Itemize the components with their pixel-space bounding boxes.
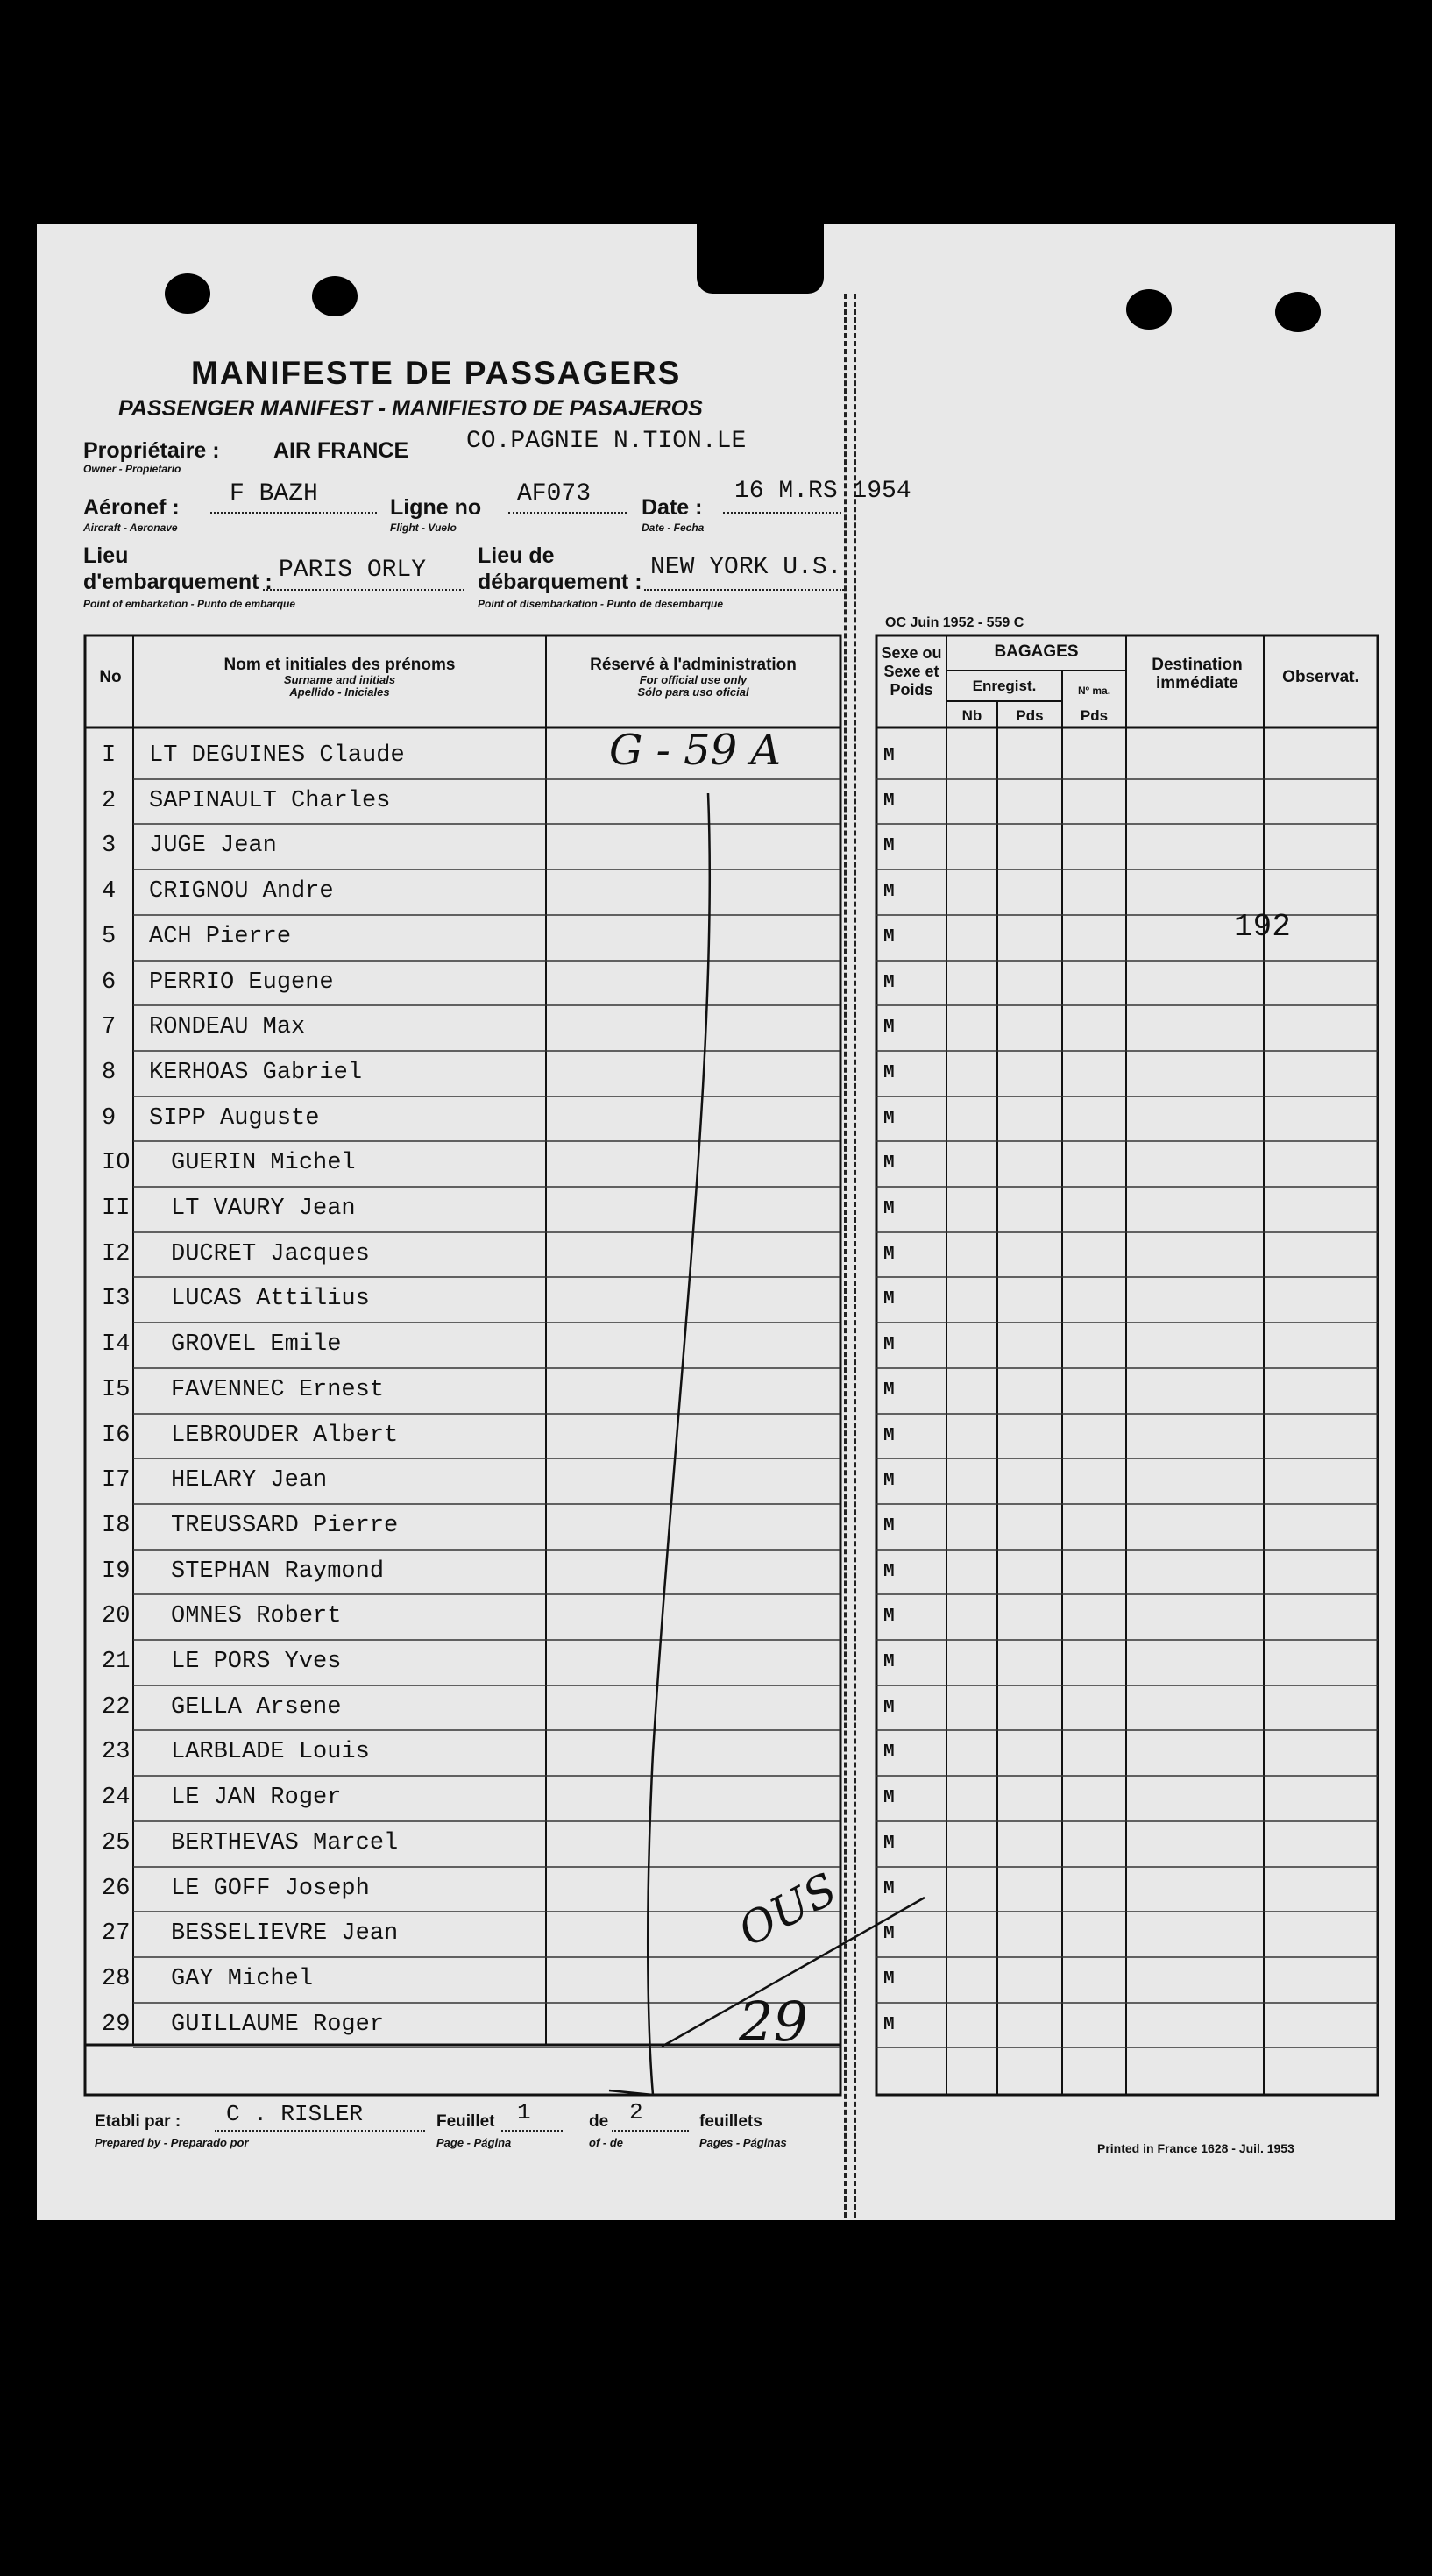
col-admin-label: Réservé à l'administration [590,656,797,674]
passenger-sex: M [883,1380,895,1401]
passenger-number: 25 [102,1829,131,1856]
passenger-number: I6 [102,1422,131,1449]
passenger-sex: M [883,1335,895,1356]
sheets-sub-wrap [699,2132,787,2152]
passenger-name: BESSELIEVRE Jean [171,1920,399,1948]
passenger-number: 3 [102,833,117,860]
passenger-number: 2 [102,787,117,814]
passenger-sex: M [883,1607,895,1628]
passenger-number: I4 [102,1331,131,1359]
passenger-sex: M [883,1425,895,1446]
passenger-sex: M [883,1515,895,1536]
passenger-sex: M [883,1289,895,1310]
total-note-bottom: 29 [739,1990,808,2054]
passenger-name: OMNES Robert [171,1603,342,1630]
date-label: Date : [642,495,703,520]
embark-label-1: Lieu [83,543,129,568]
passenger-number: 9 [102,1104,117,1132]
col-name-sub2: Apellido - Iniciales [289,685,390,699]
sheet-sub: Page - Página [436,2136,512,2149]
disembark-label-1: Lieu de [478,543,555,568]
passenger-number: 28 [102,1965,131,1992]
passenger-name: LEBROUDER Albert [171,1422,399,1449]
col-enregist: Enregist. [972,678,1037,694]
passenger-number: I3 [102,1286,131,1313]
passenger-name: SAPINAULT Charles [149,787,391,814]
passenger-name: LE PORS Yves [171,1649,342,1675]
passenger-number: I5 [102,1376,131,1403]
passenger-number: I8 [102,1512,131,1539]
passenger-name: HELARY Jean [171,1467,328,1494]
prepared-label: Etabli par : [95,2112,181,2131]
owner-printed: AIR FRANCE [273,438,409,463]
passenger-number: 29 [102,2011,131,2038]
passenger-sex: M [883,1561,895,1582]
passenger-number: 21 [102,1649,131,1675]
of-value: 2 [629,2099,643,2125]
passenger-sex: M [883,972,895,993]
passenger-name: LUCAS Attilius [171,1286,370,1313]
sheets-sub: Pages - Páginas [699,2136,787,2149]
printed-note: Printed in France 1628 - Juil. 1953 [1097,2141,1294,2155]
aircraft-value: F BAZH [230,480,318,507]
passenger-name: STEPHAN Raymond [171,1558,385,1585]
passenger-name: PERRIO Eugene [149,969,334,996]
col-name [133,656,546,699]
passenger-name: GUILLAUME Roger [171,2011,385,2038]
passenger-name: CRIGNOU Andre [149,878,334,905]
sheet-label: Feuillet [436,2112,495,2131]
passenger-name: GUERIN Michel [171,1150,356,1177]
passenger-name: GAY Michel [171,1965,314,1992]
passenger-name: LARBLADE Louis [171,1739,370,1766]
col-hand-pds: Pds [1080,707,1109,724]
owner-label: Propriétaire : [83,438,220,463]
passenger-sex: M [883,1199,895,1219]
passenger-number: I [102,742,117,769]
flight-value: AF073 [517,480,592,507]
aircraft-sub: Aircraft - Aeronave [83,522,178,534]
col-destination: Destination immédiate [1152,656,1243,692]
passenger-name: GROVEL Emile [171,1331,342,1359]
passenger-number: 22 [102,1693,131,1721]
passenger-name: JUGE Jean [149,833,277,860]
passenger-number: 27 [102,1920,131,1948]
sheets-label: feuillets [699,2112,762,2131]
passenger-number: 6 [102,969,117,996]
col-observ: Observat. [1282,668,1359,686]
flight-label: Ligne no [390,495,482,520]
total-note-top: OUS [730,1863,846,1957]
flight-sub: Flight - Vuelo [390,522,457,534]
passenger-name: FAVENNEC Ernest [171,1376,385,1403]
col-nb: Nb [961,707,982,724]
passenger-sex: M [883,1244,895,1265]
passenger-sex: M [883,1742,895,1763]
disembark-value: NEW YORK U.S. [650,554,842,581]
passenger-sex: M [883,1833,895,1854]
passenger-name: LE GOFF Joseph [171,1875,370,1902]
passenger-sex: M [883,882,895,903]
passenger-sex: M [883,1108,895,1129]
passenger-sex: M [883,2014,895,2035]
passenger-name: LE JAN Roger [171,1785,342,1812]
col-admin-sub1: For official use only [639,673,748,686]
passenger-sex: M [883,1878,895,1899]
passenger-number: I9 [102,1558,131,1585]
col-hand-no: Nº ma. [1077,685,1111,697]
passenger-name: RONDEAU Max [149,1014,306,1041]
col-admin-sub2: Sólo para uso oficial [637,685,749,699]
passenger-number: II [102,1196,131,1222]
passenger-name: SIPP Auguste [149,1104,320,1132]
date-value: 16 M.RS 1954 [734,478,911,505]
passenger-number: 5 [102,923,117,950]
passenger-sex: M [883,1018,895,1039]
passenger-sex: M [883,1969,895,1990]
passenger-name: ACH Pierre [149,923,292,950]
passenger-name: TREUSSARD Pierre [171,1512,399,1539]
sheet-sub-wrap [436,2132,511,2152]
passenger-number: I7 [102,1467,131,1494]
passenger-name: DUCRET Jacques [171,1240,370,1267]
sheet-value: 1 [517,2099,531,2125]
passenger-name: KERHOAS Gabriel [149,1059,363,1086]
passenger-sex: M [883,1924,895,1945]
embark-label-2: d'embarquement : [83,570,273,594]
passenger-number: 23 [102,1739,131,1766]
admin-note: G - 59 A [609,726,782,775]
prepared-value: C . RISLER [226,2101,364,2127]
passenger-sex: M [883,836,895,857]
col-no: No [99,668,122,686]
passenger-number: 7 [102,1014,117,1041]
prepared-sub: Prepared by - Preparado por [95,2136,249,2149]
col-name-label: Nom et initiales des prénoms [223,656,456,674]
col-pds: Pds [1016,707,1044,724]
passenger-sex: M [883,1062,895,1083]
form-title: MANIFESTE DE PASSAGERS [191,355,682,391]
passenger-number: I2 [102,1240,131,1267]
passenger-number: IO [102,1150,131,1177]
passenger-sex: M [883,1652,895,1672]
embark-value: PARIS ORLY [279,557,427,584]
passenger-sex: M [883,926,895,947]
owner-sub: Owner - Propietario [83,463,181,475]
of-sub: of - de [589,2136,623,2149]
col-sex: Sexe ou Sexe et Poids [881,644,942,699]
passenger-sex: M [883,746,895,766]
passenger-number: 20 [102,1603,131,1630]
of-label: de [589,2112,609,2131]
passenger-sex: M [883,791,895,812]
col-admin [546,656,840,699]
embark-sub: Point of embarkation - Punto de embarque [83,598,296,610]
passenger-sex: M [883,1471,895,1492]
observ-note: 192 [1234,909,1291,945]
passenger-name: BERTHEVAS Marcel [171,1829,399,1856]
form-subtitle: PASSENGER MANIFEST - MANIFIESTO DE PASAJEROS [118,396,703,421]
passenger-name: LT VAURY Jean [171,1196,356,1222]
aircraft-label: Aéronef : [83,495,180,520]
disembark-sub: Point of disembarkation - Punto de desembarque [478,598,724,610]
col-baggage: BAGAGES [994,642,1079,661]
prepared-sub-wrap [95,2132,249,2152]
passenger-number: 4 [102,878,117,905]
passenger-sex: M [883,1697,895,1718]
passenger-number: 8 [102,1059,117,1086]
date-sub: Date - Fecha [642,522,705,534]
of-sub-wrap [589,2132,623,2152]
form-code: OC Juin 1952 - 559 C [885,615,1024,630]
owner-typed: CO.PAGNIE N.TION.LE [466,428,747,455]
passenger-sex: M [883,1788,895,1809]
col-name-sub1: Surname and initials [283,673,396,686]
passenger-sex: M [883,1153,895,1174]
passenger-name: LT DEGUINES Claude [149,742,405,769]
passenger-number: 26 [102,1875,131,1902]
passenger-name: GELLA Arsene [171,1693,342,1721]
passenger-number: 24 [102,1785,131,1812]
disembark-label-2: débarquement : [478,570,642,594]
